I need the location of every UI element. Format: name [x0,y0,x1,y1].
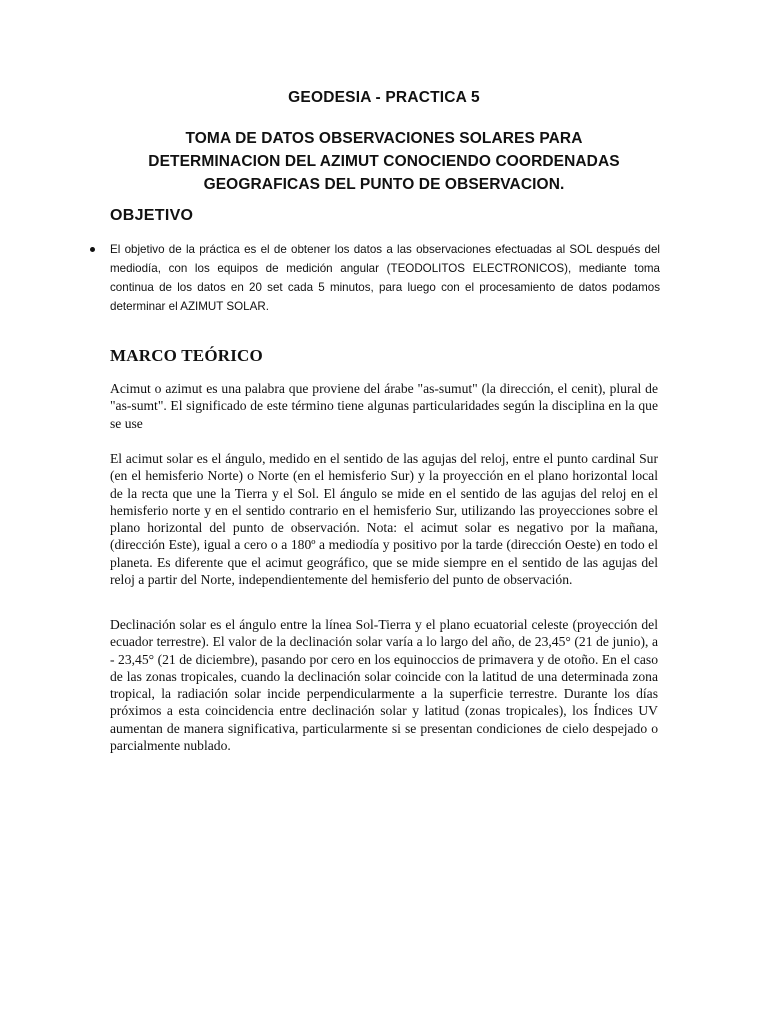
marco-paragraph-acimut: Acimut o azimut es una palabra que proviene del árabe "as-sumut" (la dirección, el cenit), plural de "as-sumt". El significado de este término tiene algunas particularidades según la disciplina en la que se use [110,381,658,431]
list-item [90,240,660,316]
marco-paragraph-declinacion: Declinación solar es el ángulo entre la línea Sol-Tierra y el plano ecuatorial celeste (proyección del ecuador terrestre). El valor de la declinación solar varía a lo largo del año, de 23,45° (21 de junio), a - 23,45° (21 de diciembre), pasando por cero en los equinoccios de primavera y de otoño. En el caso de las zonas tropicales, cuando la declinación solar coincide con la latitud de una determinada zona tropical, la radiación solar incide perpendicularmente a la superficie terrestre. Durante los días próximos a esta coincidencia entre declinación solar y latitud (zonas tropicales), los Índices UV aumentan de manera significativa, particularmente si se presentan condiciones de cielo despejado o parcialmente nublado. [110,617,658,754]
objetivo-bullet-list [90,240,660,316]
subtitle-line: TOMA DE DATOS OBSERVACIONES SOLARES PARA [185,130,583,147]
subtitle-line: GEOGRAFICAS DEL PUNTO DE OBSERVACION. [203,176,565,193]
objetivo-text: El objetivo de la práctica es el de obtener los datos a las observaciones efectuadas al SOL después del mediodía, con los equipos de medición angular (TEODOLITOS ELECTRONICOS), mediante toma continua de los datos en 20 set cada 5 minutos, para luego con el procesamiento de datos podamos determinar el AZIMUT SOLAR. [110,243,660,313]
marco-teorico-heading: MARCO TEÓRICO [110,346,263,365]
objetivo-heading: OBJETIVO [110,207,194,224]
subtitle-line: DETERMINACION DEL AZIMUT CONOCIENDO COORDENADAS [148,153,620,170]
bullet-icon [90,247,95,252]
document-subtitle [110,127,658,196]
document-title: GEODESIA - PRACTICA 5 [288,89,480,106]
marco-paragraph-acimut-solar: El acimut solar es el ángulo, medido en el sentido de las agujas del reloj, entre el punto cardinal Sur (en el hemisferio Norte) o Norte (en el hemisferio Sur) y la proyección en el plano horizontal local de la recta que une la Tierra y el Sol. El ángulo se mide en el sentido de las agujas del reloj en el hemisferio norte y en el sentido contrario en el hemisferio Sur, utilizando las proyecciones sobre el plano horizontal del punto de observación. Nota: el acimut solar es negativo por la mañana, (dirección Este), igual a cero o a 180º a mediodía y positivo por la tarde (dirección Oeste) en todo el planeta. Es diferente que el acimut geográfico, que se mide siempre en el sentido de las agujas del reloj a partir del Norte, independientemente del hemisferio del punto de observación. [110,451,658,588]
